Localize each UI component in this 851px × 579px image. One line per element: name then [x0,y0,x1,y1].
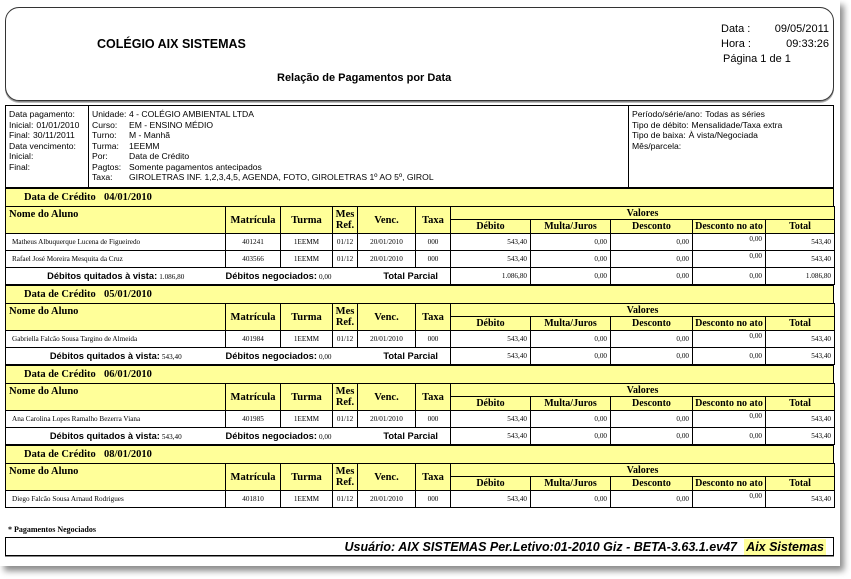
negociados-label: Débitos negociados: [225,271,317,281]
table-row [6,411,835,428]
filter-item [92,109,625,120]
student-name: Rafael José Moreira Mesquita da Cruz [6,251,226,268]
filter-label: Por: [92,151,108,161]
filter-label: Período/série/ano: [632,109,703,119]
quitados-label: Débitos quitados à vista: [49,431,160,441]
student-name: Gabriella Falcão Sousa Targino de Almeida [6,331,226,348]
matricula-cell: 403566 [226,251,281,268]
col-header-turma: Turma [281,384,333,411]
total-cell: 543,40 [766,234,835,251]
filter-item [9,162,85,173]
mes-ref-cell: 01/12 [333,331,358,348]
user-info: Usuário: AIX SISTEMAS Per.Letivo:01-2010 Giz - BETA-3.63.1.ev47 [344,540,737,554]
table-row [6,251,835,268]
subtotal-desconto-ato: 0,00 [693,428,766,445]
col-header-desconto-ato: Desconto no ato [693,220,766,234]
total-parcial-label [358,428,451,445]
col-header-total: Total [766,397,835,411]
col-header-taxa: Taxa [416,464,451,491]
mes-ref-line1: Mes [335,306,355,317]
filter-label: Data pagamento: [9,109,75,119]
subtotal-total: 543,40 [766,348,835,365]
filter-item [92,141,625,152]
filter-label: Curso: [92,119,118,130]
payments-table [5,463,835,508]
filter-item [92,120,625,131]
venc-cell: 20/01/2010 [358,251,416,268]
filter-label: Pagtos: [92,161,122,172]
col-header-debito: Débito [451,477,531,491]
col-header-desconto-ato: Desconto no ato [693,397,766,411]
payments-table [5,206,835,285]
col-header-nome: Nome do Aluno [6,384,226,411]
total-parcial-text: Total Parcial [383,271,438,281]
col-header-multa: Multa/Juros [531,220,611,234]
multa-cell: 0,00 [531,491,611,508]
table-row [6,234,835,251]
filter-item [632,141,830,152]
subtotal-multa: 0,00 [531,348,611,365]
col-header-desconto: Desconto [611,397,693,411]
filter-label: Taxa: [92,172,113,182]
turma-cell: 1EEMM [281,251,333,268]
col-header-valores: Valores [451,384,835,397]
credit-date-group [5,445,834,508]
col-header-turma: Turma [281,304,333,331]
col-header-desconto: Desconto [611,220,693,234]
credit-date-group [5,285,834,365]
subtotal-debito: 543,40 [451,428,531,445]
taxa-cell: 000 [416,411,451,428]
col-header-desconto: Desconto [611,317,693,331]
desconto-ato-cell: 0,00 [693,411,766,428]
brand-label: Aix Sistemas [746,540,824,554]
col-header-taxa: Taxa [416,384,451,411]
col-header-matricula: Matrícula [226,207,281,234]
col-header-desconto-ato: Desconto no ato [693,477,766,491]
subtotal-desconto-ato: 0,00 [693,348,766,365]
matricula-cell: 401810 [226,491,281,508]
table-row [6,491,835,508]
filter-value: M - Manhã [129,130,171,140]
col-header-matricula: Matrícula [226,304,281,331]
desconto-ato-cell: 0,00 [693,234,766,251]
total-cell: 543,40 [766,491,835,508]
total-parcial-label [358,268,451,285]
negociados-summary [226,268,358,285]
venc-cell: 20/01/2010 [358,491,416,508]
filter-item [632,120,830,131]
mes-ref-line1: Mes [335,466,355,477]
credit-date-label: Data de Crédito [24,192,96,203]
filter-value: Data de Crédito [129,151,190,161]
negociados-value: 0,00 [318,433,332,441]
taxa-cell: 000 [416,251,451,268]
filter-item [9,109,85,120]
col-header-venc: Venc. [358,384,416,411]
total-cell: 543,40 [766,251,835,268]
total-parcial-text: Total Parcial [383,351,438,361]
desconto-ato-cell: 0,00 [693,491,766,508]
matricula-cell: 401241 [226,234,281,251]
credit-date-bar [5,365,834,383]
quitados-label: Débitos quitados à vista: [49,351,160,361]
filter-value: 1EEMM [129,140,160,151]
credit-date-value: 08/01/2010 [104,449,152,460]
negociados-summary [226,428,358,445]
report-title: Relação de Pagamentos por Data [277,72,452,84]
desconto-cell: 0,00 [611,411,693,428]
debito-cell: 543,40 [451,234,531,251]
subtotal-desconto: 0,00 [611,428,693,445]
mes-ref-line2: Ref. [335,220,355,231]
table-row [6,331,835,348]
mes-ref-cell: 01/12 [333,234,358,251]
school-name: COLÉGIO AIX SISTEMAS [97,37,246,51]
col-header-taxa: Taxa [416,304,451,331]
filter-value: GIROLETRAS INF. 1,2,3,4,5, AGENDA, FOTO, GIROLETRAS 1º AO 5º, GIROL [129,172,434,182]
mes-ref-cell: 01/12 [333,251,358,268]
taxa-cell: 000 [416,491,451,508]
credit-date-bar [5,285,834,303]
mes-ref-line1: Mes [335,209,355,220]
credit-date-group [5,365,834,445]
filter-label: Inicial: [9,119,34,130]
credit-date-value: 05/01/2010 [104,289,152,300]
filter-label: Mês/parcela: [632,140,682,151]
credit-date-value: 06/01/2010 [104,369,152,380]
filter-item [92,130,625,141]
desconto-cell: 0,00 [611,234,693,251]
col-header-venc: Venc. [358,304,416,331]
table-header-row [6,304,835,317]
col-header-multa: Multa/Juros [531,477,611,491]
mes-ref-line2: Ref. [335,477,355,488]
subtotal-multa: 0,00 [531,428,611,445]
turma-cell: 1EEMM [281,491,333,508]
credit-date-group [5,188,834,285]
filter-item [9,151,85,162]
col-header-venc: Venc. [358,207,416,234]
filter-item [92,172,625,183]
debito-cell: 543,40 [451,411,531,428]
report-footer [5,537,834,556]
filter-label: Tipo de baixa: [632,130,686,140]
payments-table [5,303,835,365]
negociados-value: 0,00 [318,273,332,281]
subtotal-multa: 0,00 [531,268,611,285]
filter-value: EM - ENSINO MÉDIO [129,119,214,130]
negotiated-note: * Pagamentos Negociados [8,525,96,534]
total-cell: 543,40 [766,411,835,428]
subtotal-debito: 543,40 [451,348,531,365]
filter-types [629,106,833,187]
filter-value: Mensalidade/Taxa extra [691,119,783,130]
subtotal-row [6,428,835,445]
filter-value: 4 - COLÉGIO AMBIENTAL LTDA [129,109,254,119]
desconto-ato-cell: 0,00 [693,331,766,348]
col-header-mes-ref [333,384,358,411]
filter-label: Data vencimento: [9,140,76,151]
col-header-matricula: Matrícula [226,384,281,411]
mes-ref-line1: Mes [335,386,355,397]
col-header-total: Total [766,477,835,491]
col-header-valores: Valores [451,207,835,220]
total-cell: 543,40 [766,331,835,348]
mes-ref-cell: 01/12 [333,491,358,508]
col-header-total: Total [766,317,835,331]
taxa-cell: 000 [416,331,451,348]
credit-date-bar [5,188,834,206]
col-header-multa: Multa/Juros [531,317,611,331]
col-header-nome: Nome do Aluno [6,304,226,331]
filter-summary [5,105,834,188]
col-header-turma: Turma [281,207,333,234]
report-meta [721,22,829,67]
filter-label: Final: [9,161,31,172]
subtotal-desconto-ato: 0,00 [693,268,766,285]
negociados-value: 0,00 [318,353,332,361]
col-header-mes-ref [333,464,358,491]
quitados-label: Débitos quitados à vista: [47,271,158,281]
filter-value: Somente pagamentos antecipados [129,161,262,172]
filter-item [9,120,85,131]
filter-item [9,130,85,141]
filter-label: Inicial: [9,151,34,161]
col-header-desconto: Desconto [611,477,693,491]
subtotal-row [6,268,835,285]
subtotal-row [6,348,835,365]
col-header-nome: Nome do Aluno [6,207,226,234]
matricula-cell: 401984 [226,331,281,348]
multa-cell: 0,00 [531,411,611,428]
quitados-summary [6,348,226,365]
venc-cell: 20/01/2010 [358,411,416,428]
filter-value: Todas as séries [705,109,765,119]
credit-date-bar [5,445,834,463]
student-name: Matheus Albuquerque Lucena de Figueiredo [6,234,226,251]
total-parcial-label [358,348,451,365]
filter-value: 01/01/2010 [36,119,80,130]
date-value: 09/05/2011 [774,23,829,35]
col-header-multa: Multa/Juros [531,397,611,411]
total-parcial-text: Total Parcial [383,431,438,441]
credit-date-label: Data de Crédito [24,369,96,380]
report-header [5,7,834,101]
subtotal-total: 1.086,80 [766,268,835,285]
student-name: Ana Carolina Lopes Ramalho Bezerra Viana [6,411,226,428]
filter-item [632,109,830,120]
payment-groups [5,188,834,508]
col-header-venc: Venc. [358,464,416,491]
debito-cell: 543,40 [451,491,531,508]
col-header-valores: Valores [451,464,835,477]
col-header-debito: Débito [451,317,531,331]
col-header-mes-ref [333,207,358,234]
student-name: Diego Falcão Sousa Arnaud Rodrigues [6,491,226,508]
negociados-label: Débitos negociados: [225,431,317,441]
multa-cell: 0,00 [531,234,611,251]
subtotal-debito: 1.086,80 [451,268,531,285]
filter-value: 30/11/2011 [33,130,75,140]
filter-item [92,151,625,162]
subtotal-desconto: 0,00 [611,268,693,285]
turma-cell: 1EEMM [281,411,333,428]
page-indicator: Página 1 de 1 [723,53,791,65]
mes-ref-line2: Ref. [335,397,355,408]
filter-scope [89,106,629,187]
time-value: 09:33:26 [786,38,829,50]
filter-label: Tipo de débito: [632,119,689,130]
col-header-total: Total [766,220,835,234]
time-label: Hora : [721,38,751,50]
col-header-mes-ref [333,304,358,331]
quitados-summary [6,268,226,285]
credit-date-label: Data de Crédito [24,449,96,460]
subtotal-desconto: 0,00 [611,348,693,365]
date-label: Data : [721,23,751,35]
debito-cell: 543,40 [451,331,531,348]
negociados-summary [226,348,358,365]
desconto-ato-cell: 0,00 [693,251,766,268]
col-header-debito: Débito [451,220,531,234]
col-header-matricula: Matrícula [226,464,281,491]
quitados-value: 543,40 [161,353,182,361]
filter-value: À vista/Negociada [688,130,758,140]
debito-cell: 543,40 [451,251,531,268]
table-header-row [6,464,835,477]
turma-cell: 1EEMM [281,234,333,251]
filter-label: Final: [9,130,31,140]
venc-cell: 20/01/2010 [358,331,416,348]
table-header-row [6,384,835,397]
table-header-row [6,207,835,220]
multa-cell: 0,00 [531,331,611,348]
taxa-cell: 000 [416,234,451,251]
mes-ref-cell: 01/12 [333,411,358,428]
filter-label: Turma: [92,140,119,151]
col-header-nome: Nome do Aluno [6,464,226,491]
venc-cell: 20/01/2010 [358,234,416,251]
quitados-summary [6,428,226,445]
filter-dates [6,106,89,187]
desconto-cell: 0,00 [611,331,693,348]
payments-table [5,383,835,445]
quitados-value: 1.086,80 [159,273,185,281]
desconto-cell: 0,00 [611,251,693,268]
col-header-desconto-ato: Desconto no ato [693,317,766,331]
negociados-label: Débitos negociados: [225,351,317,361]
subtotal-total: 543,40 [766,428,835,445]
credit-date-value: 04/01/2010 [104,192,152,203]
turma-cell: 1EEMM [281,331,333,348]
filter-label: Unidade: [92,109,127,119]
matricula-cell: 401985 [226,411,281,428]
filter-label: Turno: [92,130,117,140]
credit-date-label: Data de Crédito [24,289,96,300]
mes-ref-line2: Ref. [335,317,355,328]
filter-item [9,141,85,152]
col-header-turma: Turma [281,464,333,491]
col-header-debito: Débito [451,397,531,411]
col-header-taxa: Taxa [416,207,451,234]
multa-cell: 0,00 [531,251,611,268]
filter-item [632,130,830,141]
col-header-valores: Valores [451,304,835,317]
filter-item [92,162,625,173]
desconto-cell: 0,00 [611,491,693,508]
quitados-value: 543,40 [161,433,182,441]
